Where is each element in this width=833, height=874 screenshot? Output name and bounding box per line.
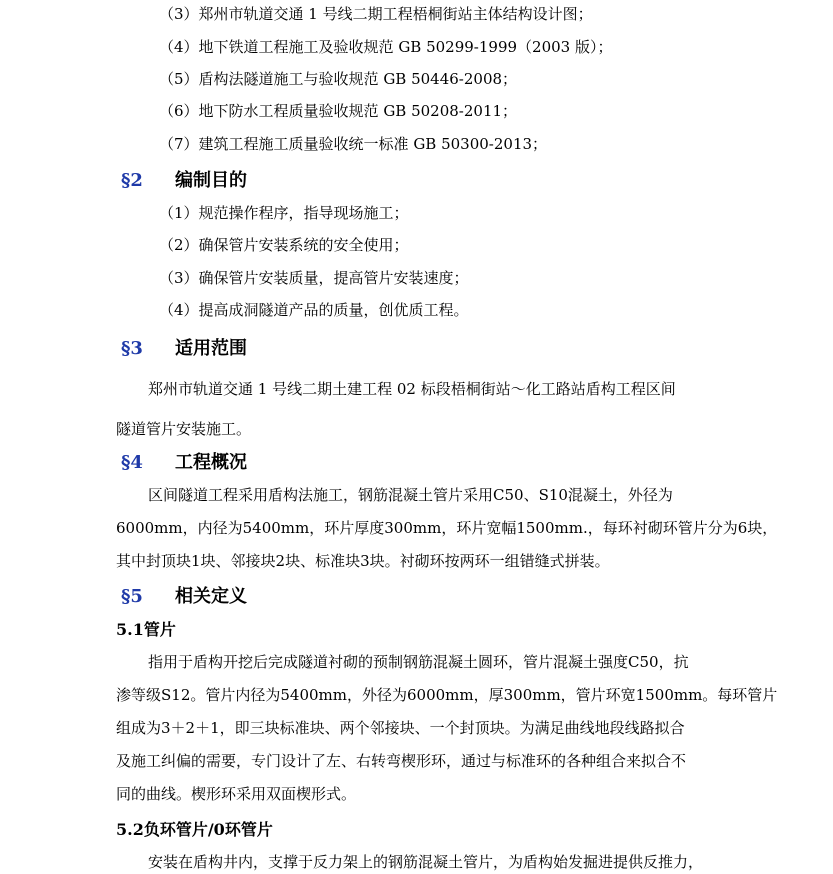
segment-def-line-4: 及施工纠偏的需要，专门设计了左、右转弯楔形环，通过与标准环的各种组合来拟合不 (116, 752, 687, 770)
overview-line-1: 区间隧道工程采用盾构法施工，钢筋混凝土管片采用C50、S10混凝土，外径为 (148, 486, 673, 504)
reference-item-4: （4）地下铁道工程施工及验收规范 GB 50299-1999（2003 版）； (159, 38, 613, 56)
segment-def-line-5: 同的曲线。楔形环采用双面楔形式。 (116, 785, 357, 803)
scope-line-2: 隧道管片安装施工。 (116, 420, 252, 438)
purpose-item-1: （1）规范操作程序，指导现场施工； (159, 204, 409, 222)
purpose-item-4: （4）提高成洞隧道产品的质量，创优质工程。 (159, 301, 469, 319)
section-5-title: 相关定义 (175, 586, 247, 607)
subsection-5-2-heading: 5.2负环管片/0环管片 (116, 820, 273, 839)
subsection-5-1-heading: 5.1管片 (116, 620, 176, 639)
reference-item-3: （3）郑州市轨道交通 1 号线二期工程梧桐街站主体结构设计图； (159, 5, 593, 23)
section-3-heading (121, 338, 247, 360)
overview-line-3: 其中封顶块1块、邻接块2块、标准块3块。衬砌环按两环一组错缝式拼装。 (116, 552, 610, 570)
section-4-number: §4 (121, 452, 143, 473)
section-5-number: §5 (121, 586, 143, 607)
section-3-number: §3 (121, 338, 143, 359)
scope-line-1: 郑州市轨道交通 1 号线二期土建工程 02 标段梧桐街站～化工路站盾构工程区间 (148, 380, 676, 398)
purpose-item-2: （2）确保管片安装系统的安全使用； (159, 236, 409, 254)
segment-def-line-1: 指用于盾构开挖后完成隧道衬砌的预制钢筋混凝土圆环，管片混凝土强度C50，抗 (148, 653, 689, 671)
section-2-number: §2 (121, 170, 143, 191)
purpose-item-3: （3）确保管片安装质量，提高管片安装速度； (159, 269, 469, 287)
section-3-title: 适用范围 (175, 338, 247, 359)
reference-item-6: （6）地下防水工程质量验收规范 GB 50208-2011； (159, 102, 518, 120)
reference-item-5: （5）盾构法隧道施工与验收规范 GB 50446-2008； (159, 70, 518, 88)
section-4-heading (121, 452, 247, 474)
section-2-title: 编制目的 (175, 170, 247, 191)
section-5-heading (121, 586, 247, 608)
section-4-title: 工程概况 (175, 452, 247, 473)
negative-ring-def-line-1: 安装在盾构井内，支撑于反力架上的钢筋混凝土管片，为盾构始发掘进提供反推力， (148, 853, 704, 871)
segment-def-line-3: 组成为3＋2＋1，即三块标准块、两个邻接块、一个封顶块。为满足曲线地段线路拟合 (116, 719, 685, 737)
section-2-heading (121, 170, 247, 192)
overview-line-2: 6000mm，内径为5400mm，环片厚度300mm，环片宽幅1500mm.，每环衬砌环管片分为6块， (116, 519, 778, 537)
segment-def-line-2: 渗等级S12。管片内径为5400mm，外径为6000mm，厚300mm，管片环宽1500mm。每环管片 (116, 686, 778, 704)
reference-item-7: （7）建筑工程施工质量验收统一标准 GB 50300-2013； (159, 135, 548, 153)
